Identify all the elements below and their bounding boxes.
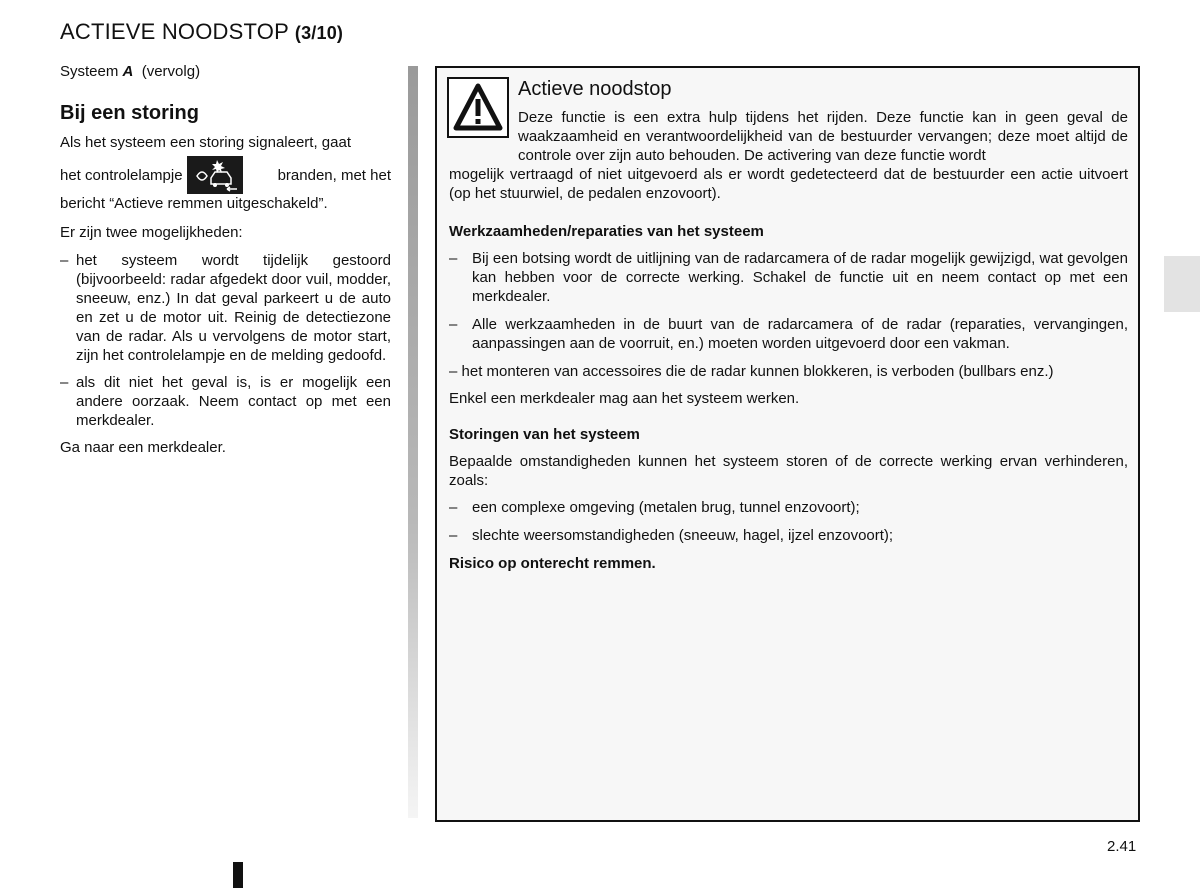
- section1-title: Werkzaamheden/reparaties van het systeem: [449, 223, 764, 240]
- list-item: [449, 249, 1128, 306]
- dash-marker: –: [449, 527, 458, 544]
- print-mark: [233, 862, 243, 888]
- risk-note: Risico op onterecht remmen.: [449, 555, 656, 572]
- dash-marker: –: [449, 250, 458, 267]
- warning-box-body: [449, 108, 1128, 581]
- dealer-only-note: Enkel een merkdealer mag aan het systeem werken.: [449, 390, 800, 407]
- lamp-after-text: branden, met het: [277, 166, 391, 184]
- section2-intro: Bepaalde omstandigheden kunnen het systeem storen of de correcte werking ervan verhinderen, zoals:: [449, 453, 1128, 489]
- warning-intro-indented: Deze functie is een extra hulp tijdens het rijden. Deze functie kan in geen geval de waakzaamheid en verantwoordelijkheid van de bestuurder vervangen; deze moet altijd de controle over zijn auto behouden. De activering van deze functie wordt: [518, 109, 1128, 164]
- list-item-text: een complexe omgeving (metalen brug, tunnel enzovoort);: [472, 499, 860, 516]
- list-item: [449, 498, 1128, 517]
- page-title: [60, 19, 343, 45]
- list-item: [60, 373, 391, 430]
- page-title-text: ACTIEVE NOODSTOP: [60, 19, 289, 44]
- list-item: [449, 526, 1128, 545]
- list-item: [449, 315, 1128, 353]
- accessories-note: – het monteren van accessoires die de radar kunnen blokkeren, is verboden (bullbars enz.): [449, 363, 1054, 380]
- dash-marker: –: [449, 499, 458, 516]
- system-line: [60, 62, 391, 81]
- list-item: [60, 251, 391, 365]
- list-item-text: Bij een botsing wordt de uitlijning van de radarcamera of de radar mogelijk gewijzigd, wat gevolgen kan hebben voor de correcte werking. Schakel de functie uit en neem contact op met een merkdealer.: [472, 250, 1128, 305]
- dash-marker: –: [60, 252, 69, 269]
- warning-box: [435, 66, 1140, 822]
- warning-intro-rest: mogelijk vertraagd of niet uitgevoerd als er wordt gedetecteerd dat de bestuurder een actie uitvoert (op het stuurwiel, de pedalen enzovoort).: [449, 166, 1128, 202]
- page-number: 2.41: [1107, 838, 1137, 855]
- section2-title: Storingen van het systeem: [449, 426, 640, 443]
- lamp-before-text: het controlelampje: [60, 166, 183, 184]
- active-braking-off-warning-lamp-icon: [187, 156, 243, 194]
- page-part-indicator: (3/10): [294, 23, 344, 43]
- warning-intro: [449, 108, 1128, 203]
- dash-marker: –: [449, 316, 458, 333]
- chapter-tab: [1164, 256, 1200, 312]
- possibilities-intro: Er zijn twee mogelijkheden:: [60, 224, 243, 241]
- section-heading: Bij een storing: [60, 102, 199, 124]
- dealer-advice: Ga naar een merkdealer.: [60, 439, 226, 456]
- list-item-text: het systeem wordt tijdelijk gestoord (bijvoorbeeld: radar afgedekt door vuil, modder, sneeuw, enz.) In dat geval parkeert u de auto en zet u de motor uit. Reinig de detectiezone van de radar. Als u vervolgens de motor start, zijn het controlelampje en de melding gedoofd.: [76, 252, 391, 364]
- lamp-line: [60, 156, 391, 194]
- warning-box-title: Actieve noodstop: [518, 78, 672, 100]
- storing-message: bericht “Actieve remmen uitgeschakeld”.: [60, 195, 328, 212]
- storing-intro: Als het systeem een storing signaleert, gaat: [60, 134, 351, 151]
- list-item-text: als dit niet het geval is, is er mogelijk een andere oorzaak. Neem contact op met een merkdealer.: [76, 374, 391, 429]
- dash-marker: –: [60, 374, 69, 391]
- column-separator: [408, 66, 418, 818]
- system-letter: A: [122, 63, 134, 80]
- list-item-text: slechte weersomstandigheden (sneeuw, hagel, ijzel enzovoort);: [472, 527, 894, 544]
- system-suffix: (vervolg): [141, 63, 201, 80]
- left-column: [60, 62, 391, 464]
- system-prefix: Systeem: [60, 63, 119, 80]
- list-item-text: Alle werkzaamheden in de buurt van de radarcamera of de radar (reparaties, vervangingen, aanpassingen aan de voorruit, en.) moeten worden uitgevoerd door een vakman.: [472, 316, 1128, 352]
